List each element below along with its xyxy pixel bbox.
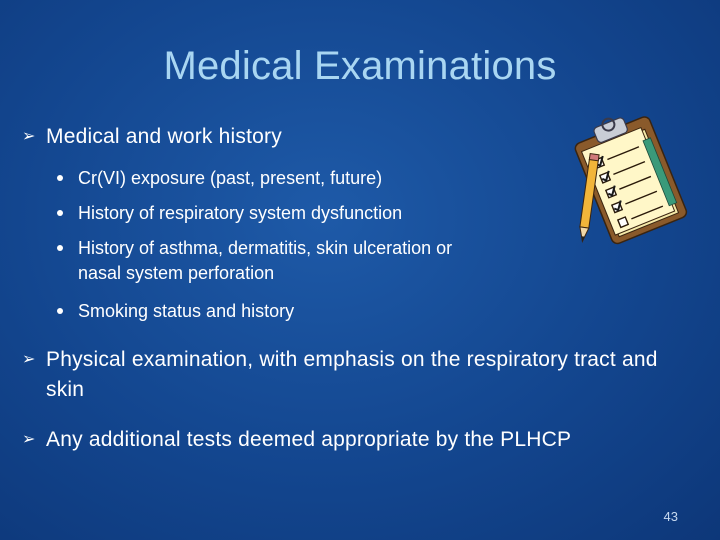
dot-bullet-icon (57, 308, 63, 314)
dot-bullet-icon (57, 210, 63, 216)
page-number: 43 (663, 509, 678, 524)
sub-bullet-text: Smoking status and history (78, 301, 295, 321)
sub-bullet-item (57, 299, 537, 324)
bullet-text: Physical examination, with emphasis on the respiratory tract and skin (46, 348, 658, 401)
sub-bullet-text: History of respiratory system dysfunction (78, 203, 403, 223)
sub-bullet-item (57, 236, 477, 286)
clipboard-icon (570, 108, 695, 248)
bullet-item (22, 425, 692, 455)
dot-bullet-icon (57, 175, 63, 181)
dot-bullet-icon (57, 245, 63, 251)
sub-bullet-text: Cr(VI) exposure (past, present, future) (78, 168, 383, 188)
bullet-text: Any additional tests deemed appropriate by the PLHCP (46, 428, 572, 451)
bullet-item (22, 122, 582, 152)
slide-title: Medical Examinations (163, 44, 557, 88)
sub-bullet-text: History of asthma, dermatitis, skin ulceration or nasal system perforation (78, 238, 453, 283)
sub-bullet-item (57, 201, 537, 226)
bullet-item (22, 345, 662, 405)
arrow-bullet-icon: ➢ (22, 351, 36, 368)
bullet-text: Medical and work history (46, 125, 282, 148)
arrow-bullet-icon: ➢ (22, 431, 36, 448)
arrow-bullet-icon: ➢ (22, 128, 36, 145)
sub-bullet-item (57, 166, 537, 191)
